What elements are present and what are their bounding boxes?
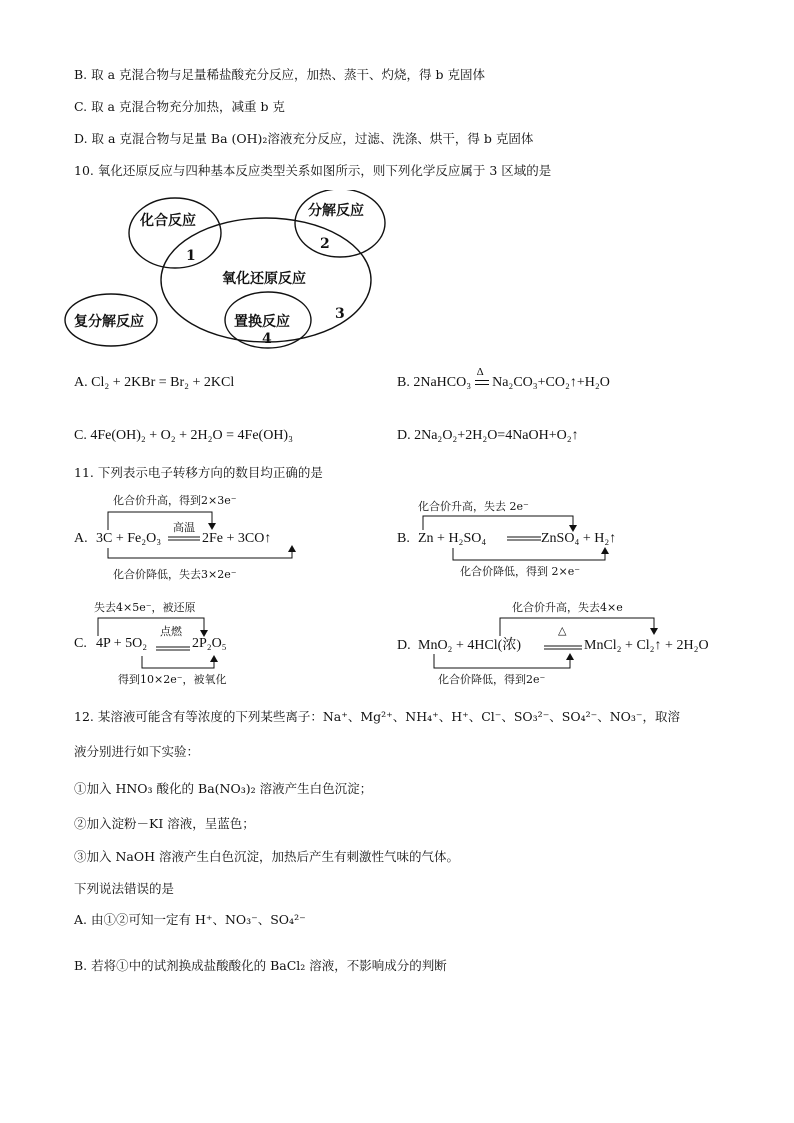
q11-c-label: C. <box>74 636 87 651</box>
reaction-type-venn-diagram <box>60 190 400 360</box>
q10-option-b: B. 2NaHCO₃ Δ Na₂CO₃+CO₂↑+H₂O <box>397 374 610 392</box>
q9-option-c: C. 取 a 克混合物充分加热，减重 b 克 <box>74 99 285 114</box>
heat-condition: Δ <box>476 366 484 378</box>
q11-a-left: 3C + Fe₂O₃ <box>96 531 162 546</box>
q11-b-right: ZnSO₄ + H₂↑ <box>541 531 617 546</box>
label-redox: 氧化还原反应 <box>222 271 306 287</box>
q12-stem-line1: 12. 某溶液可能含有等浓度的下列某些离子：Na⁺、Mg²⁺、NH₄⁺、H⁺、Cl⁻、SO₃²⁻、SO₄²⁻、NO₃⁻，取溶 <box>74 709 681 724</box>
q11-d-left: MnO₂ + 4HCl(浓) <box>418 638 521 653</box>
q12-option-a: A. 由①②可知一定有 H⁺、NO₃⁻、SO₄²⁻ <box>74 912 306 927</box>
q11-c-bottom-note: 得到10×2e⁻，被氧化 <box>118 673 227 686</box>
q11-b-bottom-note: 化合价降低，得到 2×e⁻ <box>460 565 581 578</box>
q11-b-left: Zn + H₂SO₄ <box>418 531 487 546</box>
region-3: 3 <box>335 306 345 322</box>
q10-option-a: A. Cl₂ + 2KBr = Br₂ + 2KCl <box>74 375 235 390</box>
q11-a-condition: 高温 <box>173 521 195 534</box>
q11-stem: 11. 下列表示电子转移方向的数目均正确的是 <box>74 465 323 480</box>
q11-d-condition: △ <box>558 624 567 637</box>
region-1: 1 <box>186 248 196 264</box>
q11-c-right: 2P₂O₅ <box>192 636 227 651</box>
region-4: 4 <box>262 331 272 347</box>
q11-d-top-note: 化合价升高，失去4×e <box>512 601 623 614</box>
label-double-displacement: 复分解反应 <box>74 314 144 330</box>
label-displacement: 置换反应 <box>234 314 290 330</box>
label-decomposition: 分解反应 <box>308 203 364 219</box>
q11-a-right: 2Fe + 3CO↑ <box>202 531 272 546</box>
q11-b-top-note: 化合价升高，失去 2e⁻ <box>418 500 529 513</box>
q11-c-left: 4P + 5O₂ <box>96 636 148 651</box>
q10-stem: 10. 氧化还原反应与四种基本反应类型关系如图所示，则下列化学反应属于 3 区域的是 <box>74 163 552 178</box>
q9-option-d: D. 取 a 克混合物与足量 Ba (OH)₂溶液充分反应，过滤、洗涤、烘干，得 b 克固体 <box>74 131 534 146</box>
q12-experiment-1: ①加入 HNO₃ 酸化的 Ba(NO₃)₂ 溶液产生白色沉淀； <box>74 781 373 796</box>
q11-a-top-note: 化合价升高，得到2×3e⁻ <box>113 494 237 507</box>
q12-option-b: B. 若将①中的试剂换成盐酸酸化的 BaCl₂ 溶液，不影响成分的判断 <box>74 958 447 973</box>
q11-b-label: B. <box>397 531 410 546</box>
q11-a-label: A. <box>74 531 88 546</box>
label-combination: 化合反应 <box>140 213 196 229</box>
q11-d-right: MnCl₂ + Cl₂↑ + 2H₂O <box>584 638 709 653</box>
q10-option-c: C. 4Fe(OH)₂ + O₂ + 2H₂O = 4Fe(OH)₃ <box>74 428 293 443</box>
q11-d-bottom-note: 化合价降低，得到2e⁻ <box>438 673 546 686</box>
q11-a-bottom-note: 化合价降低，失去3×2e⁻ <box>113 568 237 581</box>
q12-stem-line2: 液分别进行如下实验： <box>74 744 200 759</box>
q12-experiment-3: ③加入 NaOH 溶液产生白色沉淀，加热后产生有刺激性气味的气体。 <box>74 849 459 864</box>
q12-experiment-2: ②加入淀粉－KI 溶液，呈蓝色； <box>74 816 255 831</box>
q9-option-b: B. 取 a 克混合物与足量稀盐酸充分反应，加热、蒸干、灼烧，得 b 克固体 <box>74 67 485 82</box>
q10-option-d: D. 2Na₂O₂+2H₂O=4NaOH+O₂↑ <box>397 428 579 443</box>
region-2: 2 <box>320 236 330 252</box>
q11-c-condition: 点燃 <box>160 625 182 638</box>
q12-ask: 下列说法错误的是 <box>74 881 175 896</box>
q11-c-top-note: 失去4×5e⁻，被还原 <box>94 601 196 614</box>
combination-ellipse <box>129 198 221 268</box>
q11-d-label: D. <box>397 638 411 653</box>
